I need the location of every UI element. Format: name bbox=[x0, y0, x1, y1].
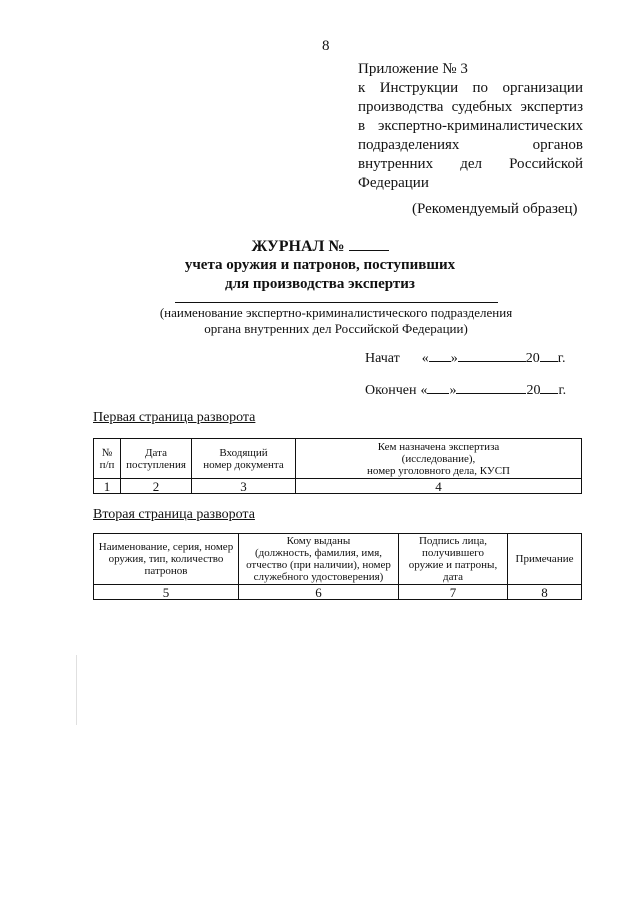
started-date-row bbox=[365, 348, 565, 367]
appendix-line: к Инструкции по организации bbox=[358, 80, 583, 96]
table-header-row bbox=[94, 534, 582, 585]
title-line-journal bbox=[150, 236, 490, 256]
margin-mark bbox=[76, 655, 77, 725]
finished-label: Окончен bbox=[365, 383, 417, 398]
appendix-line: Приложение № 3 bbox=[358, 61, 468, 77]
started-label: Начат bbox=[365, 351, 400, 366]
close-quote: » bbox=[449, 383, 457, 398]
year-prefix: 20 bbox=[525, 351, 540, 366]
appendix-line: внутренних дел Российской bbox=[358, 156, 583, 172]
recommended-sample-note: (Рекомендуемый образец) bbox=[412, 201, 578, 217]
year-suffix: г. bbox=[557, 351, 566, 366]
header-cell: Примечание bbox=[508, 534, 582, 585]
org-caption-line: (наименование экспертно-криминалистического подразделения bbox=[159, 305, 513, 320]
close-quote: » bbox=[450, 351, 458, 366]
column-number-cell: 3 bbox=[192, 479, 296, 494]
first-page-table bbox=[93, 438, 582, 494]
open-quote: « bbox=[420, 383, 428, 398]
started-day-blank[interactable] bbox=[429, 348, 451, 362]
org-name-blank[interactable] bbox=[175, 302, 498, 303]
year-prefix: 20 bbox=[526, 383, 541, 398]
column-number-cell: 5 bbox=[94, 585, 239, 600]
header-cell: Подпись лица, получившего оружие и патроны, дата bbox=[399, 534, 508, 585]
appendix-line: подразделениях органов bbox=[358, 137, 583, 153]
section-first-page-title: Первая страница разворота bbox=[93, 410, 256, 425]
started-month-blank[interactable] bbox=[458, 348, 526, 362]
org-caption-line: органа внутренних дел Российской Федерации) bbox=[204, 321, 468, 336]
journal-number-blank[interactable] bbox=[349, 236, 389, 251]
header-cell: Входящий номер документа bbox=[192, 439, 296, 479]
page-number: 8 bbox=[322, 38, 330, 54]
journal-number-label: ЖУРНАЛ № bbox=[251, 238, 345, 255]
started-year-blank[interactable] bbox=[540, 348, 558, 362]
appendix-line: в экспертно-криминалистических bbox=[358, 118, 583, 134]
title-line-purpose: учета оружия и патронов, поступивших bbox=[184, 257, 456, 273]
finished-month-blank[interactable] bbox=[456, 380, 526, 394]
finished-day-blank[interactable] bbox=[427, 380, 449, 394]
column-number-cell: 7 bbox=[399, 585, 508, 600]
appendix-line: Федерации bbox=[358, 175, 429, 191]
appendix-line: производства судебных экспертиз bbox=[358, 99, 583, 115]
column-number-cell: 4 bbox=[296, 479, 582, 494]
header-cell: № п/п bbox=[94, 439, 121, 479]
section-second-page-title: Вторая страница разворота bbox=[93, 507, 255, 522]
finished-year-blank[interactable] bbox=[540, 380, 558, 394]
column-number-cell: 6 bbox=[239, 585, 399, 600]
finished-date-row bbox=[365, 380, 566, 399]
table-row bbox=[94, 479, 582, 494]
column-number-cell: 8 bbox=[508, 585, 582, 600]
title-line-expertise: для производства экспертиз bbox=[225, 276, 415, 292]
header-cell: Кому выданы (должность, фамилия, имя, отчество (при наличии), номер служебного удостоверения) bbox=[239, 534, 399, 585]
header-cell: Дата поступления bbox=[121, 439, 192, 479]
appendix-header bbox=[358, 60, 583, 193]
second-page-table bbox=[93, 533, 582, 600]
column-number-cell: 2 bbox=[121, 479, 192, 494]
column-number-cell: 1 bbox=[94, 479, 121, 494]
org-name-caption bbox=[150, 305, 522, 337]
open-quote: « bbox=[421, 351, 429, 366]
header-cell: Наименование, серия, номер оружия, тип, количество патронов bbox=[94, 534, 239, 585]
table-row bbox=[94, 585, 582, 600]
year-suffix: г. bbox=[558, 383, 567, 398]
table-header-row bbox=[94, 439, 582, 479]
header-cell: Кем назначена экспертиза (исследование), номер уголовного дела, КУСП bbox=[296, 439, 582, 479]
journal-title bbox=[150, 236, 490, 294]
